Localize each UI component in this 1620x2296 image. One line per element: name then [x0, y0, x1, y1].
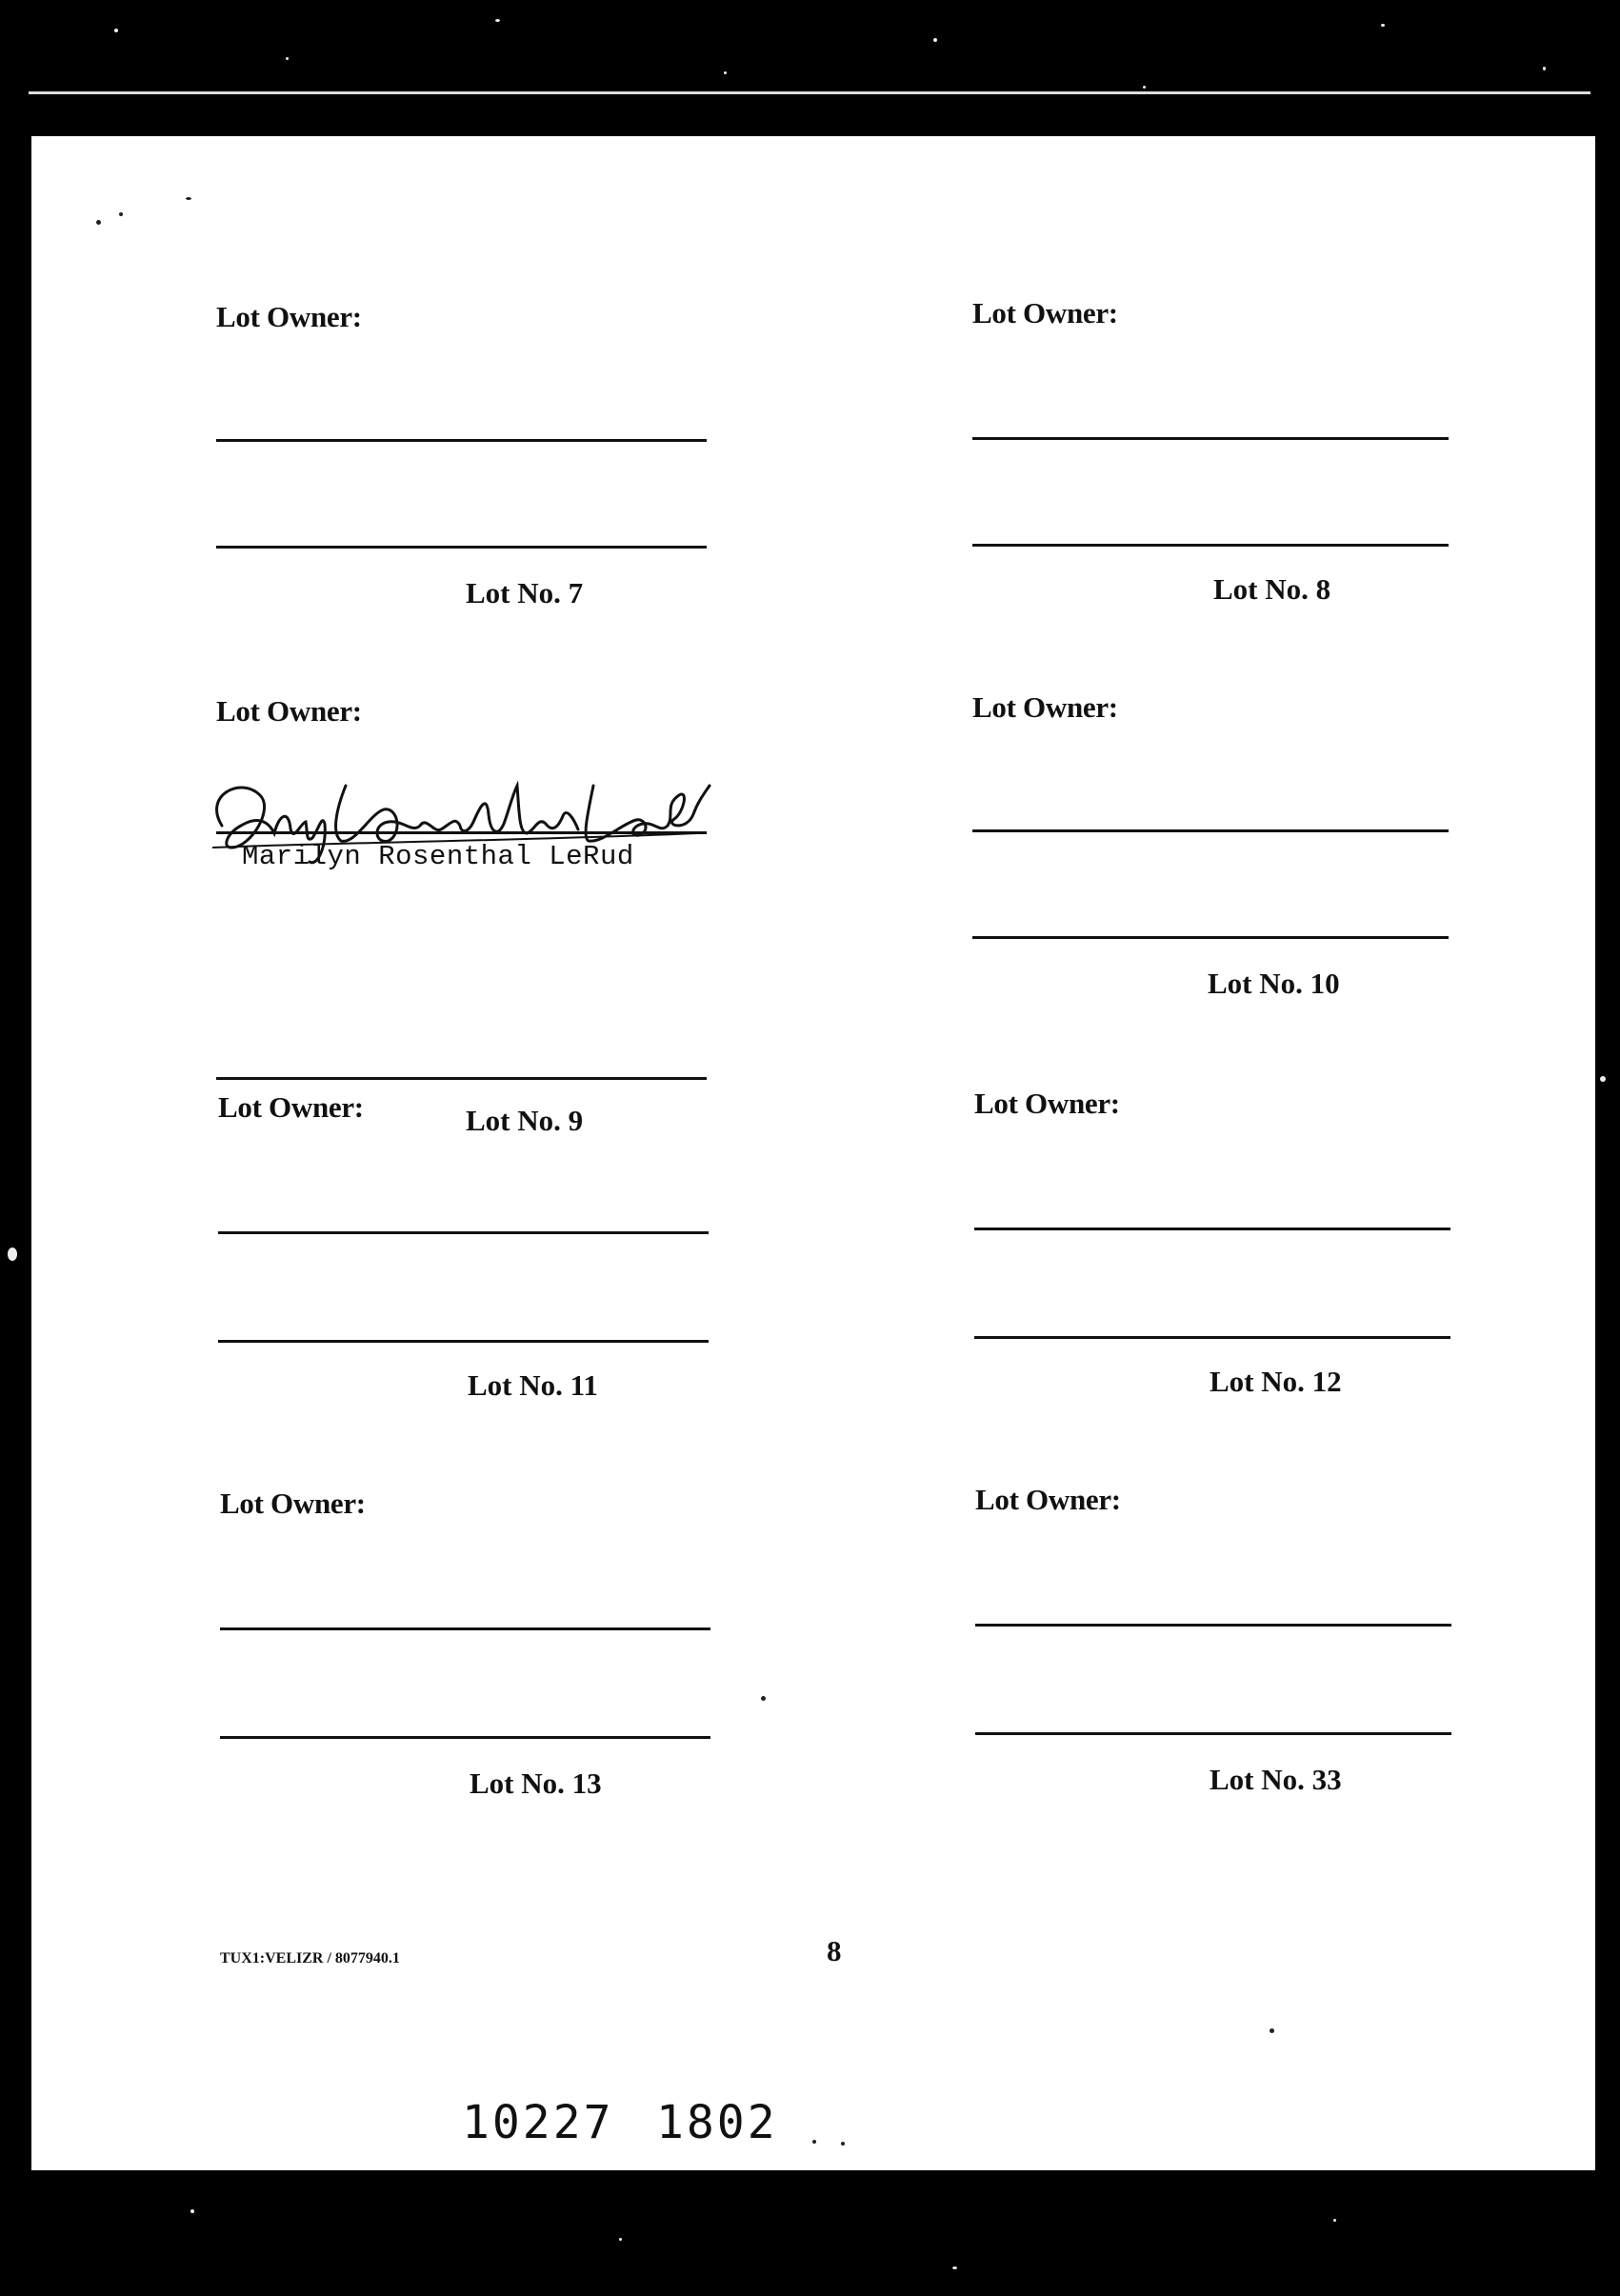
lot-13-block	[220, 1487, 715, 1887]
signature-line	[220, 1627, 710, 1630]
lot-7-block	[216, 300, 711, 700]
scan-noise	[495, 19, 500, 22]
typed-owner-name: Marilyn Rosenthal LeRud	[242, 841, 634, 872]
lot-number-label: Lot No. 13	[470, 1767, 602, 1800]
scan-noise	[286, 57, 289, 60]
lot-11-block	[218, 1090, 713, 1490]
lot-10-block	[972, 690, 1468, 1090]
document-page	[31, 136, 1595, 2170]
scan-noise	[619, 2238, 622, 2241]
bates-stamp-right: 1802	[656, 2096, 778, 2149]
scan-noise	[933, 38, 937, 42]
lot-9-block	[216, 694, 711, 1137]
lot-owner-label: Lot Owner:	[974, 1087, 1120, 1120]
handwritten-signature	[184, 757, 717, 871]
scan-mark	[186, 197, 191, 200]
scan-mark	[96, 220, 101, 225]
name-line	[975, 1732, 1451, 1735]
lot-owner-label: Lot Owner:	[220, 1487, 366, 1520]
scan-noise	[114, 29, 118, 32]
name-line	[216, 546, 707, 549]
signature-line	[974, 1228, 1450, 1230]
signature-line	[216, 439, 707, 442]
scan-noise	[952, 2266, 957, 2269]
scan-mark	[761, 1696, 766, 1701]
lot-owner-label: Lot Owner:	[216, 694, 362, 728]
lot-number-label: Lot No. 9	[466, 1104, 584, 1137]
scan-noise	[190, 2209, 194, 2213]
lot-owner-label: Lot Owner:	[972, 296, 1118, 329]
lot-owner-label: Lot Owner:	[972, 690, 1118, 724]
scan-mark	[119, 212, 123, 216]
lot-number-label: Lot No. 7	[466, 576, 584, 609]
name-line	[216, 1077, 707, 1080]
lot-number-label: Lot No. 10	[1208, 967, 1340, 1000]
lot-number-label: Lot No. 8	[1213, 572, 1331, 606]
name-line	[972, 544, 1449, 547]
lot-number-label: Lot No. 11	[468, 1368, 598, 1402]
scan-mark	[1270, 2028, 1274, 2033]
scan-noise	[1600, 1076, 1606, 1082]
lot-number-label: Lot No. 12	[1210, 1365, 1342, 1398]
lot-8-block	[972, 296, 1468, 696]
name-line	[218, 1340, 709, 1343]
lot-33-block	[975, 1483, 1470, 1883]
scan-mark	[841, 2142, 845, 2146]
name-line	[974, 1336, 1450, 1339]
name-line	[972, 936, 1449, 939]
scan-noise	[8, 1248, 17, 1261]
signature-line	[972, 437, 1449, 440]
lot-owner-label: Lot Owner:	[218, 1090, 364, 1124]
page-number: 8	[827, 1934, 842, 1967]
scan-noise	[1381, 24, 1385, 27]
bates-stamp-left: 10227	[462, 2096, 614, 2149]
signature-line	[972, 829, 1449, 832]
lot-owner-label: Lot Owner:	[975, 1483, 1121, 1516]
signature-line	[218, 1231, 709, 1234]
scan-noise	[1543, 67, 1546, 70]
scan-edge-line	[29, 91, 1590, 94]
scan-noise	[1333, 2219, 1336, 2222]
lot-owner-label: Lot Owner:	[216, 300, 362, 333]
signature-line	[975, 1624, 1451, 1627]
name-line	[220, 1736, 710, 1739]
document-reference: TUX1:VELIZR / 8077940.1	[220, 1950, 400, 1967]
scan-noise	[724, 71, 727, 74]
lot-12-block	[974, 1087, 1470, 1487]
lot-number-label: Lot No. 33	[1210, 1763, 1342, 1796]
scan-mark	[812, 2140, 816, 2144]
scan-noise	[1143, 86, 1146, 89]
